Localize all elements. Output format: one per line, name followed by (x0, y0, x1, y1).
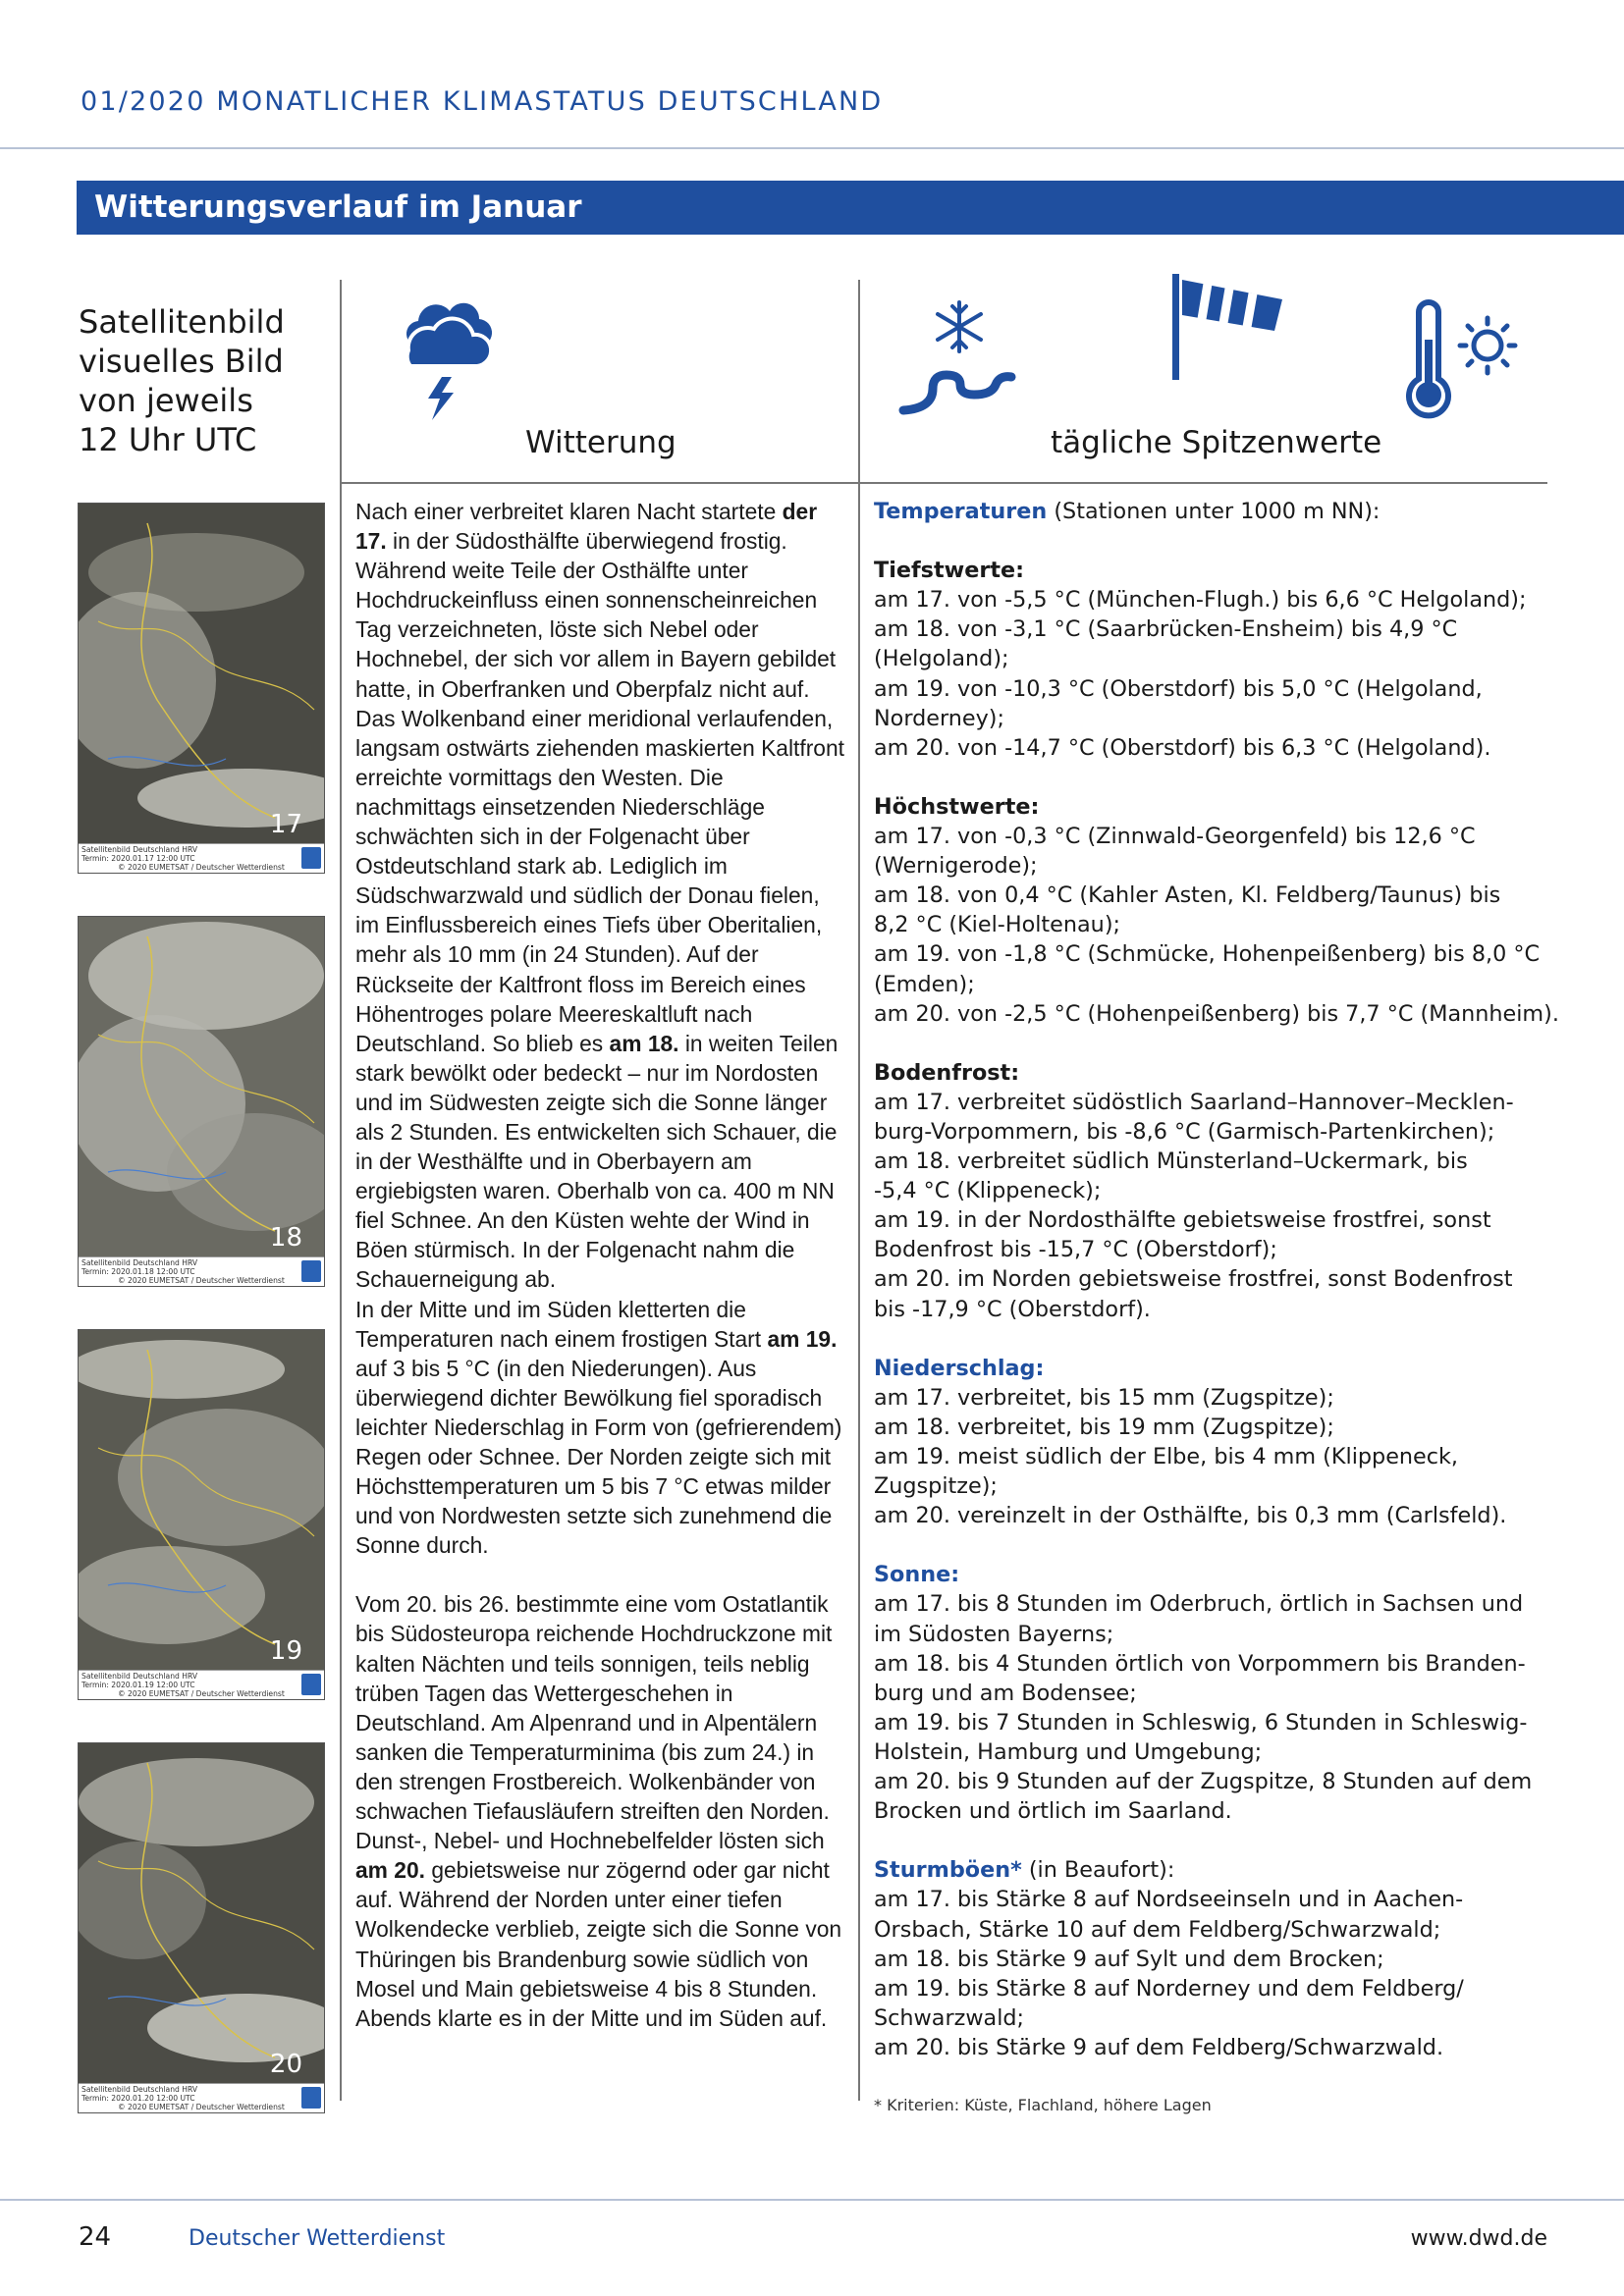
peak-value-line: am 18. bis Stärke 9 auf Sylt und dem Brocken; (874, 1946, 1384, 1972)
min-values-list (874, 585, 1561, 763)
peak-value-line: am 17. bis Stärke 8 auf Nordseeinseln und in Aachen- (874, 1887, 1464, 1913)
snow-road-icon (895, 294, 1023, 422)
narrative-text: in der Südosthälfte überwiegend frostig. Während weite Teile der Osthälfte unter Hochdruckeinfluss einen sonnenscheinreichen Tag verzeichneten, löste sich Nebel oder Hochnebel, der sich vor allem in Bayern gebildet hatte, in Oberfranken und Oberpfalz nicht auf. Das Wolkenband einer meridional verlaufenden, langsam ostwärts ziehenden maskierten Kaltfront erreichte vormittags den Westen. Die nachmittags einsetzenden Niederschläge schwächten sich in der Folgenacht über Ostdeutschland stark ab. Lediglich im Südschwarzwald und südlich der Donau fielen, im Einflussbereich eines Tiefs über Oberitalien, mehr als 10 mm (in 24 Stunden). Auf der Rückseite der Kaltfront floss im Bereich eines Höhentroges polare Meereskaltluft nach Deutschland. So blieb es (355, 528, 844, 1056)
temperature-heading: Temperaturen (Stationen unter 1000 m NN): (874, 499, 1380, 524)
narrative-paragraph (355, 497, 846, 1295)
narrative-text: Nach einer verbreitet klaren Nacht startete (355, 499, 783, 524)
ground-frost-list (874, 1088, 1561, 1324)
satellite-map (79, 504, 325, 845)
peak-value-line: am 17. verbreitet, bis 15 mm (Zugspitze); (874, 1384, 1334, 1411)
sunshine-list (874, 1589, 1561, 1826)
satellite-meta-line: Satellitenbild Deutschland HRV (81, 2085, 198, 2094)
satellite-meta-line: Satellitenbild Deutschland HRV (81, 845, 198, 854)
satellite-image-20 (78, 1742, 325, 2113)
peak-value-line: am 18. bis 4 Stunden örtlich von Vorpommern bis Branden- (874, 1650, 1526, 1677)
gusts-list (874, 1885, 1561, 2062)
peak-value-line: am 17. verbreitet südöstlich Saarland–Hannover–Mecklen- (874, 1089, 1514, 1115)
satellite-meta (79, 1670, 324, 1699)
satellite-meta-line: © 2020 EUMETSAT / Deutscher Wetterdienst (118, 863, 285, 872)
satellite-image-17 (78, 503, 325, 874)
thermometer-sun-icon (1399, 296, 1527, 424)
peak-value-line: Orsbach, Stärke 10 auf dem Feldberg/Schwarzwald; (874, 1916, 1441, 1943)
narrative-text: in weiten Teilen stark bewölkt oder bedeckt – nur im Nordosten und im Südwesten zeigte sich die Sonne länger als 2 Stunden. Es entwickelten sich Schauer, die in der Westhälfte und in Oberbayern am ergiebigsten waren. Oberhalb von ca. 400 m NN fiel Schnee. An den Küsten wehte der Wind in Böen stürmisch. In der Folgenacht nahm die Schauerneigung ab. (355, 1030, 839, 1293)
website-link[interactable]: www.dwd.de (1410, 2226, 1547, 2251)
peak-value-line: -5,4 °C (Klippeneck); (874, 1178, 1102, 1204)
min-values-heading: Tiefstwerte: (874, 558, 1025, 584)
peak-value-line: (Helgoland); (874, 646, 1009, 672)
narrative-text: Vom 20. bis 26. bestimmte eine vom Ostatlantik bis Südosteuropa reichende Hochdruckzone mit kalten Nächten und teils sonnigen, teils neblig trüben Tagen das Wettergeschehen in Deutschland. Am Alpenrand und in Alpentälern sanken die Temperaturminima (bis zum 24.) in den strengen Frostbereich. Wolkenbänder von schwachen Tiefausläufern streiften den Norden. (355, 1591, 833, 1825)
satellite-caption-line: visuelles Bild (79, 343, 284, 380)
dwd-logo-icon (301, 1260, 321, 1282)
narrative-text: gebietsweise nur zögernd oder gar nicht auf. Während der Norden unter einer tiefen Wolkendecke verblieb, zeigte sich die Sonne von Thüringen bis Brandenburg sowie südlich von Mosel und Main gebietsweise 4 bis 8 Stunden. Abends klarte es in der Mitte und im Süden auf. (355, 1857, 842, 2031)
peak-value-line: am 20. bis 9 Stunden auf der Zugspitze, 8 Stunden auf dem (874, 1769, 1533, 1795)
narrative-date-emphasis: am 20. (355, 1857, 425, 1884)
weather-heading: Witterung (525, 425, 677, 460)
dwd-logo-icon (301, 1674, 321, 1695)
satellite-meta (79, 843, 324, 873)
satellite-meta-line: Satellitenbild Deutschland HRV (81, 1672, 198, 1681)
peak-value-line: am 20. von -2,5 °C (Hohenpeißenberg) bis 7,7 °C (Mannheim). (874, 1000, 1559, 1027)
peak-value-line: (Emden); (874, 971, 975, 997)
precipitation-heading: Niederschlag: (874, 1355, 1045, 1381)
satellite-caption (79, 302, 285, 459)
satellite-meta (79, 1256, 324, 1286)
satellite-meta-line: © 2020 EUMETSAT / Deutscher Wetterdienst (118, 2103, 285, 2111)
narrative-paragraph (355, 1826, 846, 2033)
peak-value-line: am 20. im Norden gebietsweise frostfrei, sonst Bodenfrost (874, 1266, 1513, 1293)
header-row-rule (340, 482, 1547, 484)
narrative-text: Dunst-, Nebel- und Hochnebelfelder lösten sich (355, 1828, 825, 1854)
peak-value-line: im Südosten Bayerns; (874, 1621, 1114, 1647)
column-divider-left (340, 280, 342, 2101)
narrative-date-emphasis: am 19. (767, 1325, 838, 1352)
satellite-meta-line: © 2020 EUMETSAT / Deutscher Wetterdienst (118, 1689, 285, 1698)
peak-value-line: Brocken und örtlich im Saarland. (874, 1798, 1232, 1825)
narrative-date-emphasis: der 17. (355, 499, 818, 555)
column-divider-right (858, 280, 860, 2101)
satellite-day-label: 19 (269, 1636, 302, 1666)
satellite-image-19 (78, 1329, 325, 1700)
peak-value-line: am 19. meist südlich der Elbe, bis 4 mm (Klippeneck, (874, 1444, 1459, 1469)
satellite-meta-line: © 2020 EUMETSAT / Deutscher Wetterdienst (118, 1276, 285, 1285)
peak-value-line: am 19. in der Nordosthälfte gebietsweise frostfrei, sonst (874, 1207, 1491, 1234)
satellite-meta-line: Termin: 2020.01.20 12:00 UTC (81, 2094, 195, 2103)
peak-value-line: am 18. verbreitet südlich Münsterland–Uckermark, bis (874, 1148, 1468, 1175)
satellite-caption-line: von jeweils (79, 382, 253, 419)
satellite-day-label: 17 (269, 810, 302, 839)
narrative-paragraph (355, 1589, 846, 1826)
gusts-heading: Sturmböen* (in Beaufort): (874, 1857, 1175, 1884)
publisher-name: Deutscher Wetterdienst (189, 2226, 446, 2251)
ground-frost-heading: Bodenfrost: (874, 1059, 1020, 1086)
satellite-caption-line: 12 Uhr UTC (79, 421, 257, 458)
windsock-icon (1168, 270, 1296, 383)
peak-value-line: am 19. von -10,3 °C (Oberstdorf) bis 5,0 °C (Helgoland, (874, 675, 1483, 702)
peak-value-line: am 18. von -3,1 °C (Saarbrücken-Ensheim) bis 4,9 °C (874, 616, 1458, 643)
peak-value-line: am 18. von 0,4 °C (Kahler Asten, Kl. Feldberg/Taunus) bis (874, 882, 1501, 909)
peak-value-line: am 19. bis Stärke 8 auf Norderney und dem Feldberg/ (874, 1975, 1464, 2002)
satellite-caption-line: Satellitenbild (79, 303, 285, 341)
satellite-day-label: 20 (269, 2050, 302, 2079)
satellite-map (79, 917, 325, 1258)
peak-value-line: am 20. von -14,7 °C (Oberstdorf) bis 6,3 °C (Helgoland). (874, 734, 1491, 761)
peak-value-line: am 17. von -0,3 °C (Zinnwald-Georgenfeld) bis 12,6 °C (874, 824, 1476, 850)
peak-value-line: burg-Vorpommern, bis -8,6 °C (Garmisch-Partenkirchen); (874, 1118, 1495, 1145)
peak-value-line: am 20. bis Stärke 9 auf dem Feldberg/Schwarzwald. (874, 2034, 1444, 2060)
peak-value-line: Schwarzwald; (874, 2004, 1025, 2031)
peak-values (874, 497, 1561, 2062)
peak-value-line: am 17. von -5,5 °C (München-Flugh.) bis 6,6 °C Helgoland); (874, 587, 1527, 614)
peak-value-line: 8,2 °C (Kiel-Holtenau); (874, 912, 1121, 938)
satellite-day-label: 18 (269, 1223, 302, 1253)
weather-narrative (355, 497, 846, 2033)
sunshine-heading: Sonne: (874, 1562, 960, 1588)
satellite-meta-line: Termin: 2020.01.19 12:00 UTC (81, 1681, 195, 1689)
narrative-paragraph (355, 1295, 846, 1561)
max-values-list (874, 822, 1561, 1029)
footer-divider (0, 2199, 1624, 2201)
satellite-meta-line: Termin: 2020.01.17 12:00 UTC (81, 854, 195, 863)
section-title: Witterungsverlauf im Januar (94, 189, 582, 225)
peak-value-line: burg und am Bodensee; (874, 1680, 1137, 1706)
precipitation-list (874, 1383, 1561, 1530)
footnote: * Kriterien: Küste, Flachland, höhere Lagen (874, 2096, 1212, 2114)
narrative-date-emphasis: am 18. (609, 1030, 679, 1056)
narrative-text: auf 3 bis 5 °C (in den Niederungen). Aus überwiegend dichter Bewölkung fiel sporadisch leichter Niederschlag in Form von (gefrierendem) Regen oder Schnee. Der Norden zeigte sich mit Höchsttemperaturen um 5 bis 7 °C etwas milder und von Nordwesten setzte sich zunehmend die Sonne durch. (355, 1355, 842, 1559)
section-title-bar (77, 181, 1624, 235)
peak-value-line: am 19. bis 7 Stunden in Schleswig, 6 Stunden in Schleswig- (874, 1709, 1528, 1735)
max-values-heading: Höchstwerte: (874, 793, 1040, 820)
satellite-meta (79, 2083, 324, 2112)
thunderstorm-cloud-icon (389, 287, 497, 424)
peak-value-line: Bodenfrost bis -15,7 °C (Oberstdorf); (874, 1237, 1277, 1263)
dwd-logo-icon (301, 2087, 321, 2109)
peak-value-line: Zugspitze); (874, 1473, 998, 1500)
satellite-image-18 (78, 916, 325, 1287)
peak-value-line: (Wernigerode); (874, 853, 1038, 880)
peak-value-line: Norderney); (874, 705, 1004, 731)
peak-value-line: bis -17,9 °C (Oberstdorf). (874, 1296, 1151, 1322)
peak-value-line: am 19. von -1,8 °C (Schmücke, Hohenpeißenberg) bis 8,0 °C (874, 941, 1541, 968)
satellite-meta-line: Termin: 2020.01.18 12:00 UTC (81, 1267, 195, 1276)
peak-value-line: am 17. bis 8 Stunden im Oderbruch, örtlich in Sachsen und (874, 1591, 1524, 1618)
satellite-meta-line: Satellitenbild Deutschland HRV (81, 1258, 198, 1267)
satellite-map (79, 1743, 325, 2085)
satellite-map (79, 1330, 325, 1672)
peak-values-heading: tägliche Spitzenwerte (1051, 425, 1382, 460)
peak-value-line: am 20. vereinzelt in der Osthälfte, bis 0,3 mm (Carlsfeld). (874, 1503, 1507, 1529)
narrative-text: In der Mitte und im Süden kletterten die Temperaturen nach einem frostigen Start (355, 1296, 768, 1352)
dwd-logo-icon (301, 847, 321, 869)
running-title: 01/2020 MONATLICHER KLIMASTATUS DEUTSCHLAND (81, 86, 884, 117)
peak-value-line: am 18. verbreitet, bis 19 mm (Zugspitze); (874, 1414, 1334, 1440)
peak-value-line: Holstein, Hamburg und Umgebung; (874, 1738, 1263, 1765)
header-divider (0, 147, 1624, 149)
page-number: 24 (79, 2222, 112, 2252)
